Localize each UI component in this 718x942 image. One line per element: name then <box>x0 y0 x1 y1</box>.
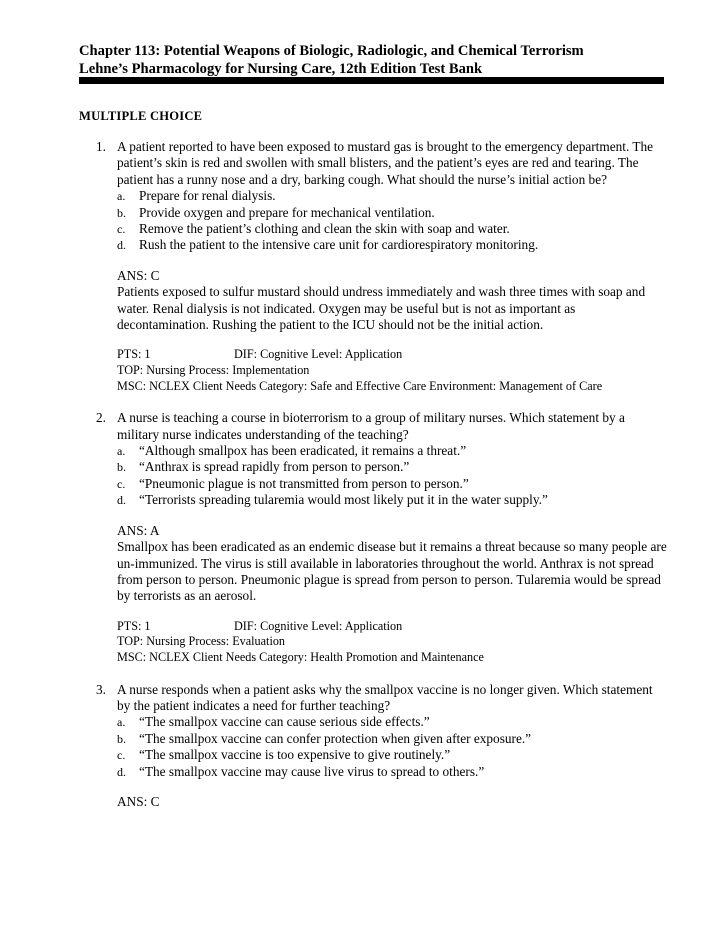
option-text: “The smallpox vaccine is too expensive to give routinely.” <box>139 747 451 763</box>
question-number: 1. <box>96 139 106 154</box>
section-title: MULTIPLE CHOICE <box>79 109 203 123</box>
option-c <box>117 476 669 492</box>
book-title: Lehne’s Pharmacology for Nursing Care, 12th Edition Test Bank <box>79 61 483 77</box>
option-d <box>117 492 669 508</box>
question-number: 2. <box>96 410 106 426</box>
msc-category: MSC: NCLEX Client Needs Category: Safe and Effective Care Environment: Management of Care <box>117 378 603 393</box>
option-letter: c. <box>117 476 126 491</box>
question-3 <box>79 682 669 811</box>
option-d <box>117 237 669 253</box>
question-list <box>79 139 669 810</box>
answer-options <box>117 188 669 254</box>
option-text: “The smallpox vaccine can cause serious side effects.” <box>139 714 430 730</box>
chapter-title: Chapter 113: Potential Weapons of Biologic, Radiologic, and Chemical Terrorism <box>79 43 584 59</box>
option-a <box>117 443 669 459</box>
option-c <box>117 747 669 763</box>
option-letter: d. <box>117 238 126 253</box>
option-text: Remove the patient’s clothing and clean the skin with soap and water. <box>139 221 510 237</box>
question-stem: A nurse is teaching a course in bioterrorism to a group of military nurses. Which statement by a military nurse indicates understanding of the teaching? <box>117 410 625 442</box>
option-d <box>117 764 669 780</box>
option-letter: c. <box>117 222 126 237</box>
answer-options <box>117 714 669 780</box>
option-a <box>117 188 669 204</box>
option-letter: b. <box>117 460 126 475</box>
msc-category: MSC: NCLEX Client Needs Category: Health Promotion and Maintenance <box>117 649 484 664</box>
topic: TOP: Nursing Process: Evaluation <box>117 634 286 649</box>
option-letter: a. <box>117 444 126 459</box>
option-text: Provide oxygen and prepare for mechanical ventilation. <box>139 204 435 220</box>
header-rule <box>79 77 664 84</box>
option-text: “The smallpox vaccine may cause live virus to spread to others.” <box>139 763 485 779</box>
answer-key: ANS: A <box>117 522 160 538</box>
question-metadata <box>117 347 669 394</box>
points: PTS: 1 <box>117 618 151 633</box>
option-letter: c. <box>117 748 126 763</box>
option-letter: a. <box>117 189 126 204</box>
option-letter: d. <box>117 493 126 508</box>
question-1 <box>79 139 669 394</box>
question-number: 3. <box>96 681 106 697</box>
difficulty: DIF: Cognitive Level: Application <box>234 618 403 633</box>
option-text: “Pneumonic plague is not transmitted from person to person.” <box>139 475 469 491</box>
option-c <box>117 221 669 237</box>
option-text: Prepare for renal dialysis. <box>139 188 276 204</box>
question-2 <box>79 410 669 665</box>
option-letter: d. <box>117 764 126 779</box>
difficulty: DIF: Cognitive Level: Application <box>234 347 403 362</box>
option-text: “Although smallpox has been eradicated, it remains a threat.” <box>139 443 467 459</box>
option-text: “Anthrax is spread rapidly from person to person.” <box>139 459 410 475</box>
answer-options <box>117 443 669 509</box>
option-letter: b. <box>117 205 126 220</box>
question-stem: A patient reported to have been exposed to mustard gas is brought to the emergency department. The patient’s skin is red and swollen with small blisters, and the patient’s eyes are red and tearing. The patient has a runny nose and a dry, barking cough. What should the nurse’s initial action be? <box>117 139 654 187</box>
option-b <box>117 731 669 747</box>
question-metadata <box>117 619 669 666</box>
answer-key: ANS: C <box>117 793 160 809</box>
option-text: “The smallpox vaccine can confer protection when given after exposure.” <box>139 730 532 746</box>
option-b <box>117 205 669 221</box>
option-letter: b. <box>117 731 126 746</box>
question-stem: A nurse responds when a patient asks why the smallpox vaccine is no longer given. Which statement by the patient indicates a need for further teaching? <box>117 681 653 713</box>
option-a <box>117 714 669 730</box>
topic: TOP: Nursing Process: Implementation <box>117 363 310 378</box>
rationale: Patients exposed to sulfur mustard should undress immediately and wash three times with soap and water. Renal dialysis is not indicated. Oxygen may be useful but is not as important as decontamination. Rushing the patient to the ICU should not be the initial action. <box>117 284 646 333</box>
option-text: Rush the patient to the intensive care unit for cardiorespiratory monitoring. <box>139 237 539 253</box>
option-letter: a. <box>117 715 126 730</box>
option-text: “Terrorists spreading tularemia would most likely put it in the water supply.” <box>139 492 548 508</box>
answer-key: ANS: C <box>117 267 160 283</box>
rationale: Smallpox has been eradicated as an endemic disease but it remains a threat because so many people are un-immunized. The virus is still available in laboratories throughout the world. Anthrax is not spread from person to person. Pneumonic plague is spread from person to person. Tularemia would be spread by terrorists as an aerosol. <box>117 539 667 604</box>
points: PTS: 1 <box>117 347 151 362</box>
document-header <box>79 42 664 78</box>
option-b <box>117 459 669 475</box>
